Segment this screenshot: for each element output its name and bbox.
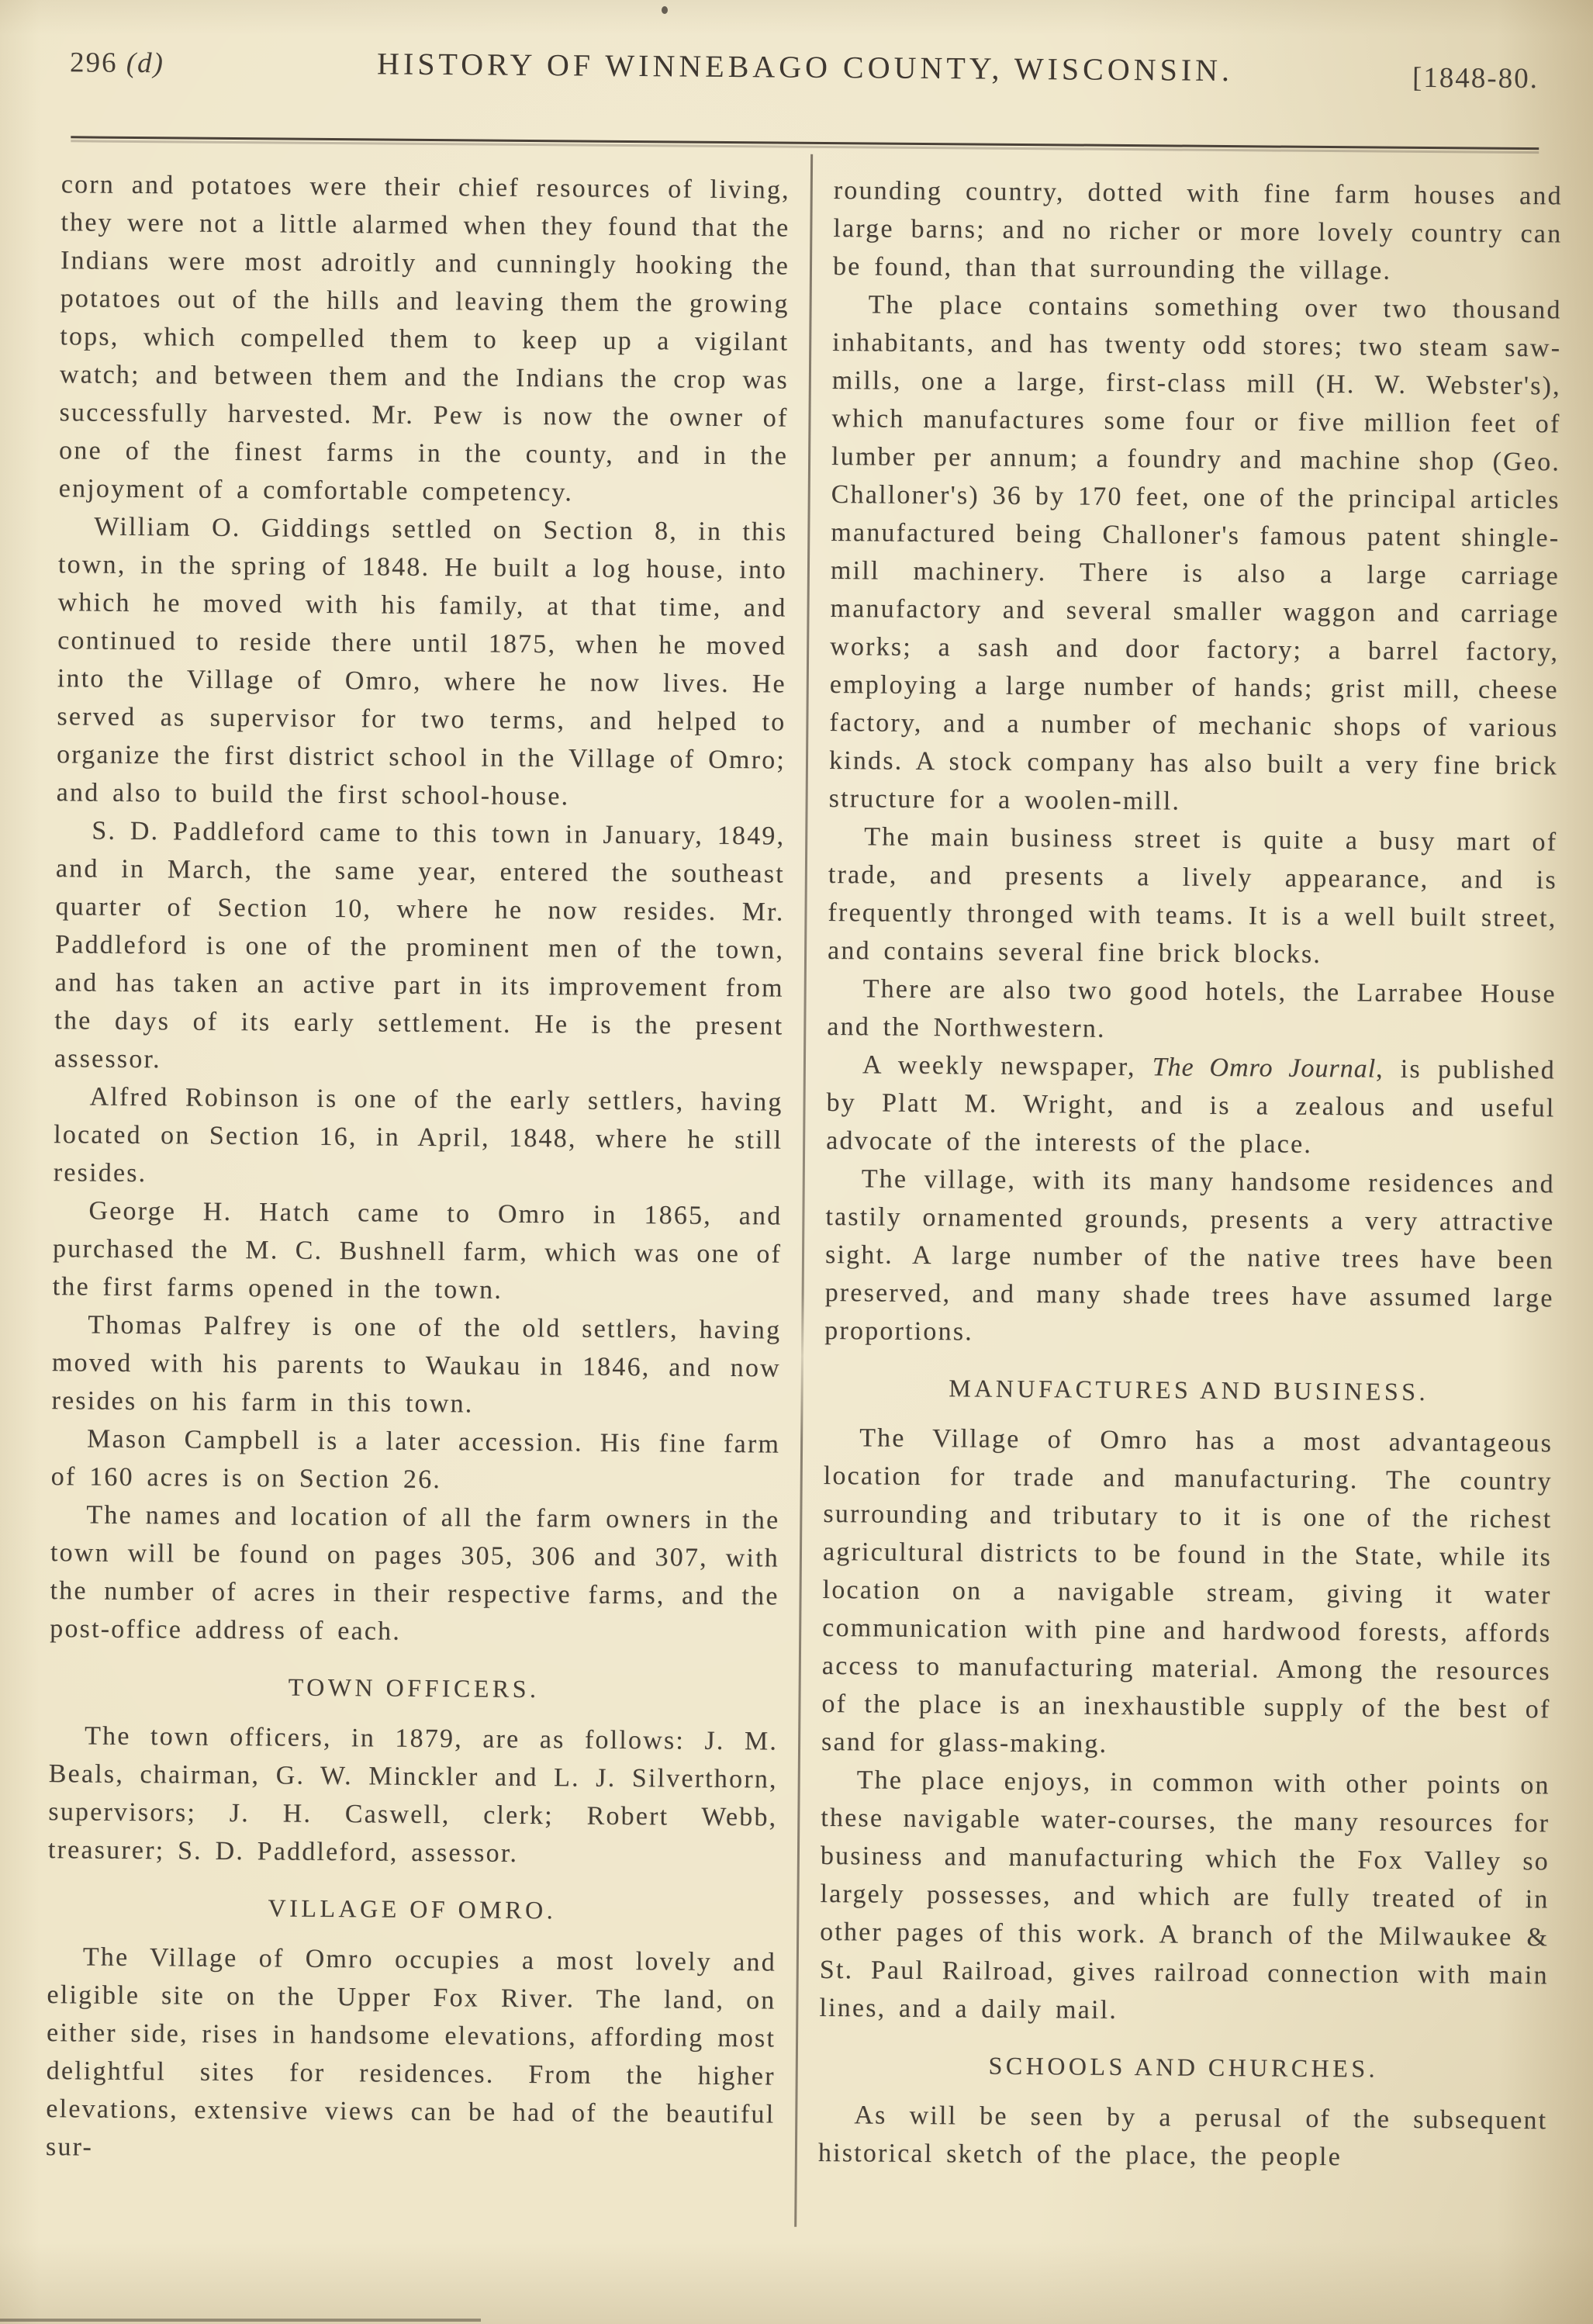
paragraph: The Village of Omro has a most advantageous location for trade and manufacturing. The country surrounding and tributary to it is one of the richest agricultural districts to be found in the State, while its location on a navigable stream, giving it water communication with pine and hardwood forests, affords access to manufacturing material. Among the resources of the place is an inexhaustible supply of the best of sand for glass-making. <box>821 1423 1553 1759</box>
paragraph: Mason Campbell is a later accession. His fine farm of 160 acres is on Section 26. <box>50 1424 781 1495</box>
section-heading-manufactures-and-business: MANUFACTURES AND BUSINESS. <box>949 1374 1429 1406</box>
paragraph: There are also two good hotels, the Larrabee House and the Northwestern. <box>827 974 1557 1043</box>
page-header <box>70 33 1541 107</box>
column-divider <box>794 154 813 2227</box>
paragraph: S. D. Paddleford came to this town in January, 1849, and in March, the same year, entered the southeast quarter of Section 10, where he now resides. Mr. Paddleford is one of the prominent men of the town, and has taken an active part in its improvement from the days of its early settlement. He is the present assessor. <box>54 816 786 1074</box>
paragraph: The place enjoys, in common with other points on these navigable water-courses, the many resources for business and manufacturing which the Fox Valley so largely possesses, and which are fully treated of in other pages of this work. A branch of the Milwaukee & St. Paul Railroad, gives railroad connection with main lines, and a daily mail. <box>819 1765 1550 2025</box>
paragraph: The names and location of all the farm owners in the town will be found on pages 305, 306 and 307, with the number of acres in their respective farms, and the post-office address of each. <box>50 1500 780 1646</box>
paragraph <box>826 1046 1556 1165</box>
paragraph: corn and potatoes were their chief resources of living, they were not a little alarmed when they found that the Indians were most adroitly and cunningly hooking the potatoes out of the hills and leaving them the growing tops, which compelled them to keep up a vigilant watch; and between them and the Indians the crop was successfully harvested. Mr. Pew is now the owner of one of the finest farms in the county, and in the enjoyment of a comfortable competency. <box>58 170 790 507</box>
section-heading-town-officers: TOWN OFFICERS. <box>288 1672 540 1703</box>
section-heading-village-of-omro: VILLAGE OF OMRO. <box>268 1893 557 1925</box>
paragraph-text: , is published by Platt M. Wright, and is a zealous and useful advocate of the interests of the place. <box>826 1054 1557 1159</box>
paragraph-text: A weekly newspaper, <box>862 1050 1152 1082</box>
paragraph: As will be seen by a perusal of the subsequent historical sketch of the place, the people <box>817 2101 1548 2172</box>
newspaper-title: The Omro Journal <box>1152 1053 1377 1084</box>
paragraph: The main business street is quite a busy mart of trade, and presents a lively appearance, and is frequently thronged with teams. It is a well built street, and contains several fine brick blocks. <box>827 822 1558 970</box>
section-heading-schools-and-churches: SCHOOLS AND CHURCHES. <box>988 2051 1379 2083</box>
paragraph: Alfred Robinson is one of the early settlers, having located on Section 16, in April, 1848, where he still resides. <box>53 1082 783 1188</box>
paragraph: Thomas Palfrey is one of the old settlers, having moved with his parents to Waukau in 1846, and now resides on his farm in this town. <box>51 1310 782 1419</box>
paragraph: The town officers, in 1879, are as follows: J. M. Beals, chairman, G. W. Minckler and L. J. Silverthorn, supervisors; J. H. Caswell, clerk; Robert Webb, treasurer; S. D. Paddleford, assessor. <box>47 1721 779 1868</box>
right-column <box>818 171 1563 2177</box>
paragraph: George H. Hatch came to Omro in 1865, and purchased the M. C. Bushnell farm, which was one of the first farms opened in the town. <box>52 1196 783 1305</box>
left-column <box>46 165 790 2171</box>
running-title: HISTORY OF WINNEBAGO COUNTY, WISCONSIN. <box>376 46 1234 88</box>
page-number-text: 296 <box>69 47 126 79</box>
paragraph: The place contains something over two thousand inhabitants, and has twenty odd stores; two steam saw-mills, one a large, first-class mill (H. W. Webster's), which manufactures some four or five million feet of lumber per annum; a foundry and machine shop (Geo. Challoner's) 36 by 170 feet, one of the principal articles manufactured being Challoner's famous patent shingle-mill machinery. There is also a large carriage manufactory and several smaller waggon and carriage works; a sash and door factory; a barrel factory, employing a large number of hands; grist mill, cheese factory, and a number of mechanic shops of various kinds. A stock company has also built a very fine brick structure for a woolen-mill. <box>828 290 1562 816</box>
paragraph: The Village of Omro occupies a most lovely and eligible site on the Upper Fox River. The land, on either side, rises in handsome elevations, affording most delightful sites for residences. From the higher elevations, extensive views can be had of the beautiful sur- <box>45 1942 777 2162</box>
paragraph: William O. Giddings settled on Section 8, in this town, in the spring of 1848. He built a log house, into which he moved with his family, at that time, and continued to reside there until 1875, when he moved into the Village of Omro, where he now lives. He served as supervisor for two terms, and helped to organize the first district school in the Village of Omro; and also to build the first school-house. <box>56 512 788 811</box>
paragraph: The village, with its many handsome residences and tastily ornamented grounds, presents a very attractive sight. A large number of the native trees have been preserved, and many shade trees have assumed large proportions. <box>824 1164 1555 1347</box>
paragraph: rounding country, dotted with fine farm houses and large barns; and no richer or more lovely country can be found, than that surrounding the village. <box>832 176 1563 285</box>
date-range: [1848-80. <box>1412 61 1539 95</box>
header-rule <box>71 136 1539 150</box>
page-number-suffix: (d) <box>126 47 165 80</box>
